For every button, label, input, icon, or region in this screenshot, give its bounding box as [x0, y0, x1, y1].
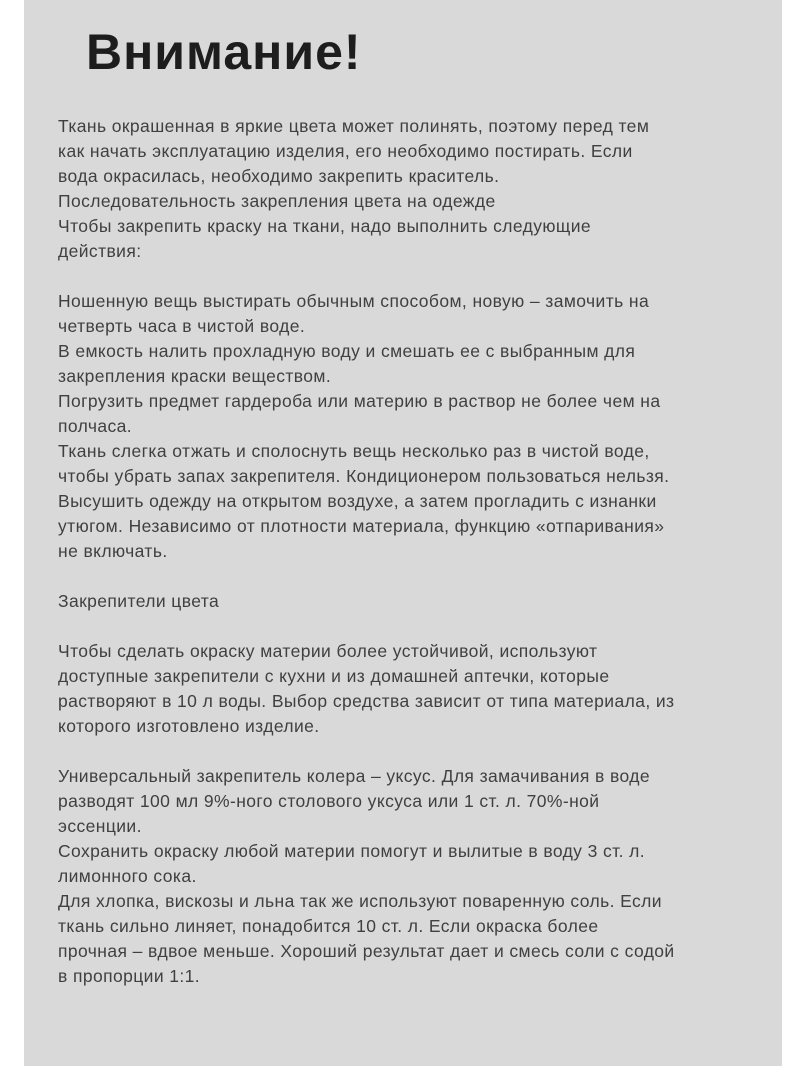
paragraph	[58, 639, 782, 739]
text-line: Погрузить предмет гардероба или материю в раствор не более чем на	[58, 391, 661, 411]
text-line: вода окрасилась, необходимо закрепить краситель.	[58, 166, 500, 186]
text-line: Ткань слегка отжать и сполоснуть вещь несколько раз в чистой воде,	[58, 441, 650, 461]
text-line: закрепления краски веществом.	[58, 366, 332, 386]
text-line: доступные закрепители с кухни и из домашней аптечки, которые	[58, 666, 610, 686]
text-line: Ношенную вещь выстирать обычным способом, новую – замочить на	[58, 291, 650, 311]
text-line: Для хлопка, вискозы и льна так же используют поваренную соль. Если	[58, 891, 662, 911]
text-line: Универсальный закрепитель колера – уксус. Для замачивания в воде	[58, 766, 650, 786]
text-line: утюгом. Независимо от плотности материала, функцию «отпаривания»	[58, 516, 665, 536]
paragraph	[58, 114, 782, 264]
text-line: полчаса.	[58, 416, 133, 436]
text-line: Сохранить окраску любой материи помогут и вылитые в воду 3 ст. л.	[58, 841, 646, 861]
text-line: чтобы убрать запах закрепителя. Кондиционером пользоваться нельзя.	[58, 466, 670, 486]
text-line: Высушить одежду на открытом воздухе, а затем прогладить с изнанки	[58, 491, 657, 511]
text-line: разводят 100 мл 9%-ного столового уксуса или 1 ст. л. 70%-ной	[58, 791, 600, 811]
text-line: Закрепители цвета	[58, 591, 220, 611]
text-line: в пропорции 1:1.	[58, 966, 201, 986]
subheading	[58, 589, 782, 614]
text-line: прочная – вдвое меньше. Хороший результат дает и смесь соли с содой	[58, 941, 675, 961]
text-line: которого изготовлено изделие.	[58, 716, 320, 736]
text-line: как начать эксплуатацию изделия, его необходимо постирать. Если	[58, 141, 633, 161]
text-line: не включать.	[58, 541, 168, 561]
text-line: ткань сильно линяет, понадобится 10 ст. л. Если окраска более	[58, 916, 599, 936]
text-line: Ткань окрашенная в яркие цвета может полинять, поэтому перед тем	[58, 116, 650, 136]
document-body	[58, 114, 782, 989]
text-line: растворяют в 10 л воды. Выбор средства зависит от типа материала, из	[58, 691, 675, 711]
page-title: Внимание!	[86, 24, 362, 80]
text-line: четверть часа в чистой воде.	[58, 316, 306, 336]
text-line: эссенции.	[58, 816, 142, 836]
document-page	[24, 0, 782, 1066]
text-line: лимонного сока.	[58, 866, 197, 886]
paragraph	[58, 764, 782, 989]
paragraph	[58, 289, 782, 564]
text-line: действия:	[58, 241, 142, 261]
text-line: Чтобы сделать окраску материи более устойчивой, используют	[58, 641, 598, 661]
text-line: Чтобы закрепить краску на ткани, надо выполнить следующие	[58, 216, 591, 236]
text-line: Последовательность закрепления цвета на одежде	[58, 191, 496, 211]
text-line: В емкость налить прохладную воду и смешать ее с выбранным для	[58, 341, 636, 361]
